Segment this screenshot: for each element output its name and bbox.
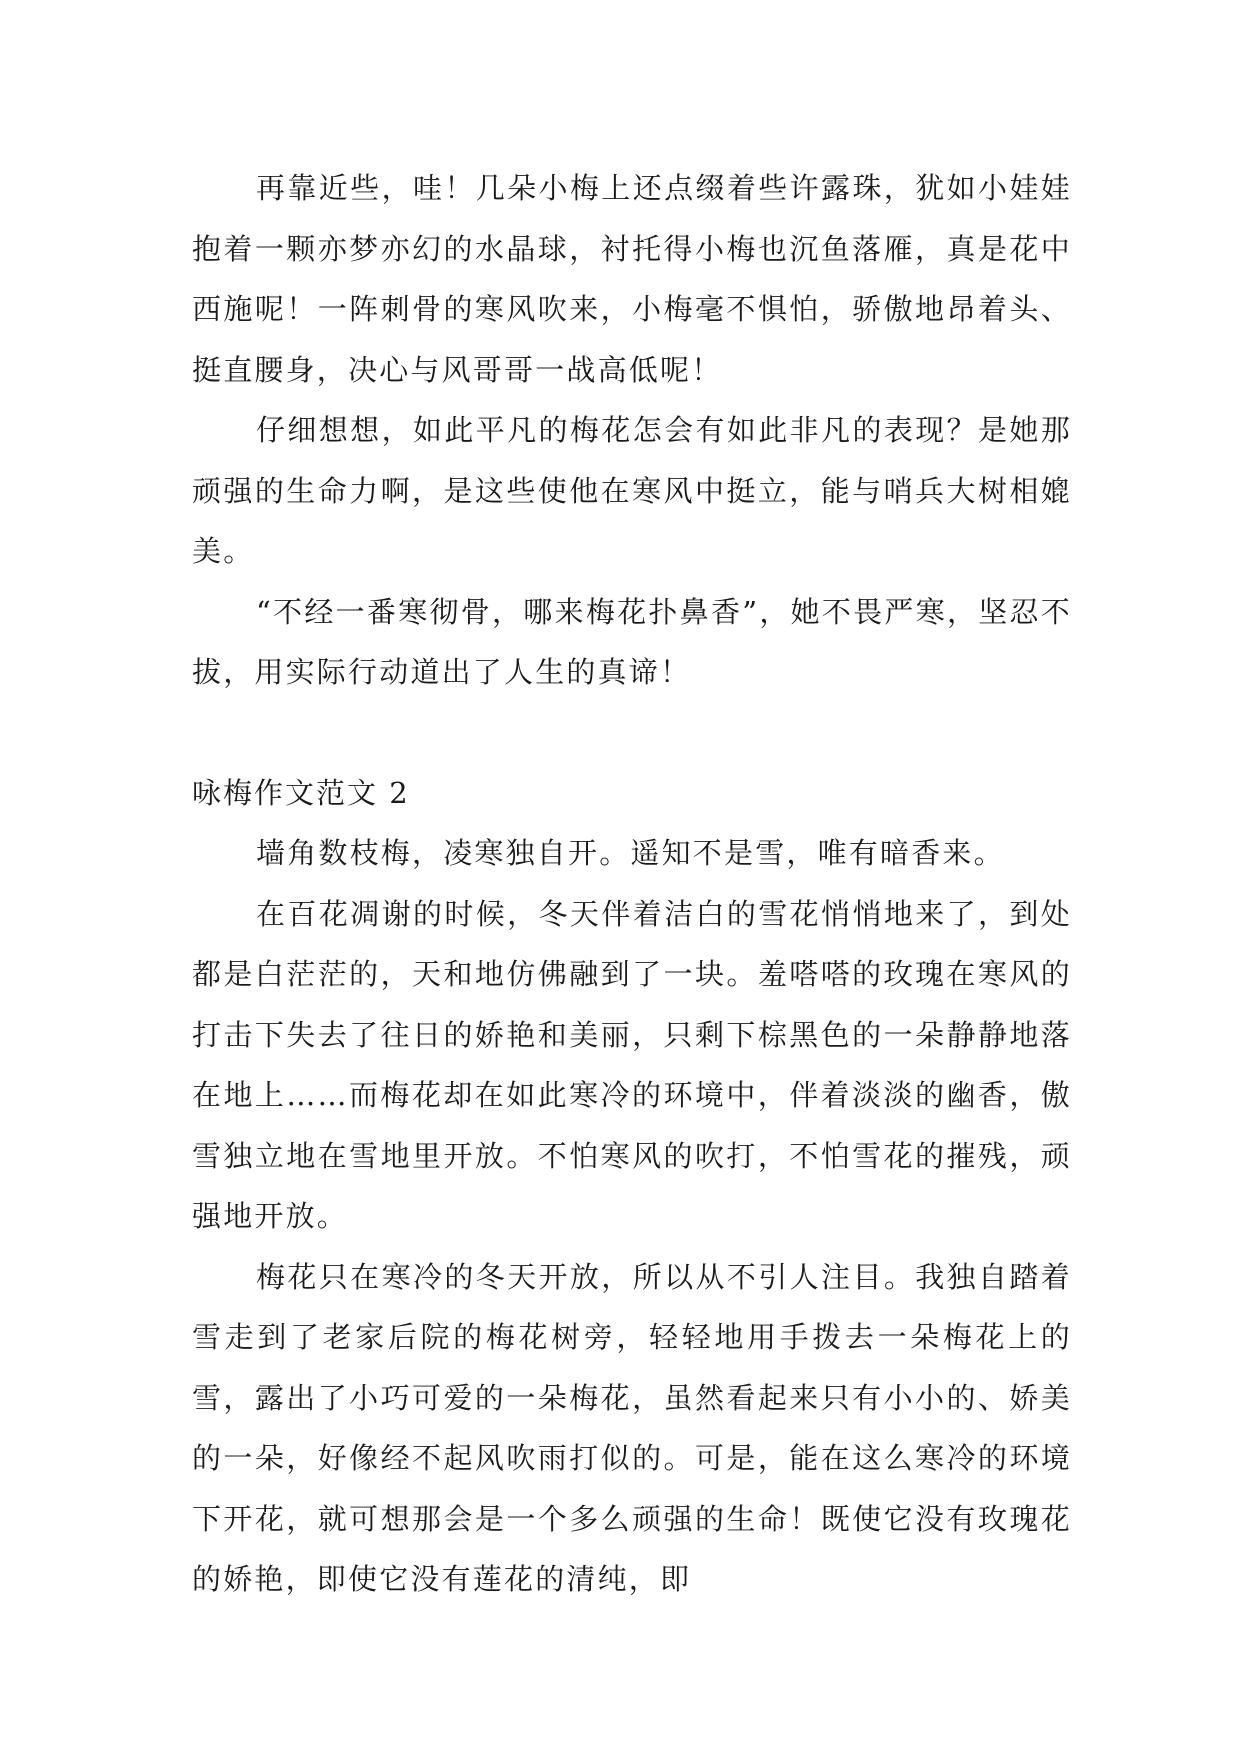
- section-title: 咏梅作文范文 2: [192, 775, 410, 810]
- paragraph-plum-garden: 梅花只在寒冷的冬天开放，所以从不引人注目。我独自踏着雪走到了老家后院的梅花树旁，轻轻地用手拨去一朵梅花上的雪，露出了小巧可爱的一朵梅花，虽然看起来只有小小的、娇美的一朵，好像经不起风吹雨打似的。可是，能在这么寒冷的环境下开花，就可想那会是一个多么顽强的生命！既使它没有玫瑰花的娇艳，即使它没有莲花的清纯，即: [192, 1259, 1072, 1596]
- document-body: [192, 158, 1072, 1610]
- paragraph-poem: 墙角数枝梅，凌寒独自开。遥知不是雪，唯有暗香来。: [256, 836, 1005, 870]
- paragraph-proverb: “不经一番寒彻骨，哪来梅花扑鼻香”，她不畏严寒，坚忍不拔，用实际行动道出了人生的真谛！: [192, 594, 1072, 689]
- paragraph-dew: 再靠近些，哇！几朵小梅上还点缀着些许露珠，犹如小娃娃抱着一颗亦梦亦幻的水晶球，衬托得小梅也沉鱼落雁，真是花中西施呢！一阵刺骨的寒风吹来，小梅毫不惧怕，骄傲地昂着头、挺直腰身，决心与风哥哥一战高低呢！: [192, 171, 1072, 387]
- paragraph-winter: 在百花凋谢的时候，冬天伴着洁白的雪花悄悄地来了，到处都是白茫茫的，天和地仿佛融到了一块。羞嗒嗒的玫瑰在寒风的打击下失去了往日的娇艳和美丽，只剩下棕黑色的一朵静静地落在地上……而梅花却在如此寒冷的环境中，伴着淡淡的幽香，傲雪独立地在雪地里开放。不怕寒风的吹打，不怕雪花的摧残，顽强地开放。: [192, 896, 1072, 1233]
- paragraph-reflection: 仔细想想，如此平凡的梅花怎会有如此非凡的表现？是她那顽强的生命力啊，是这些使他在寒风中挺立，能与哨兵大树相媲美。: [192, 413, 1072, 568]
